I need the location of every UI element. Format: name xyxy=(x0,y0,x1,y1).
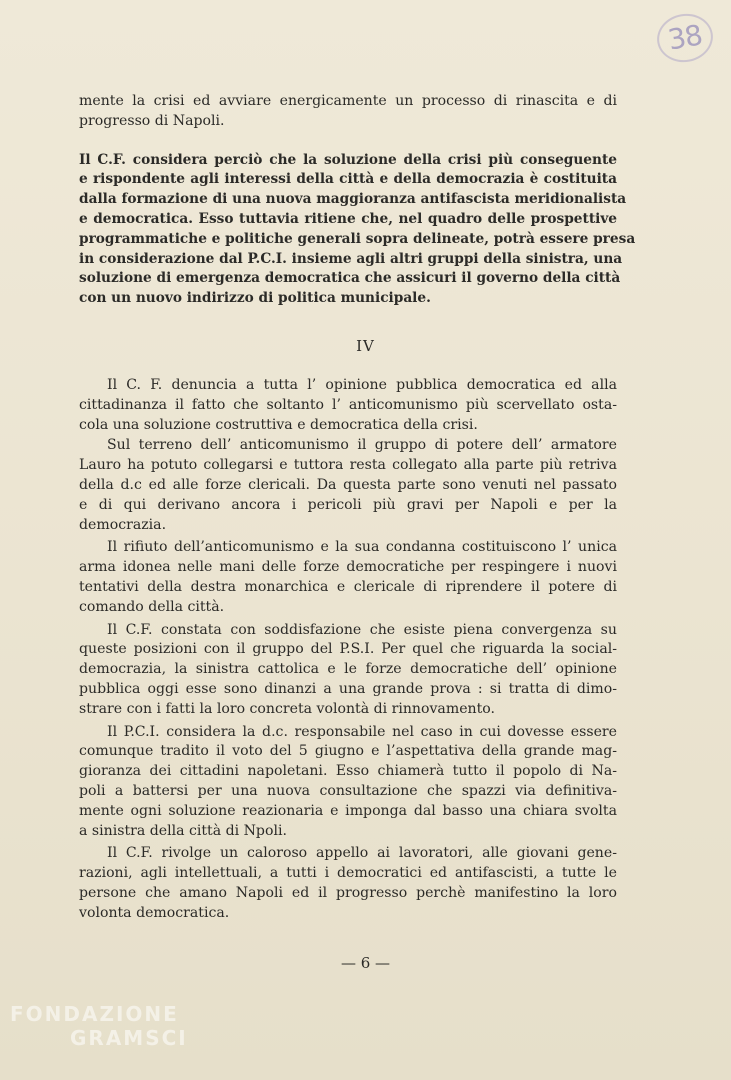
section-iv-text xyxy=(79,376,617,924)
text-line: dalla formazione di una nuova maggioranza antifascista meridionalista xyxy=(79,191,627,208)
page-number-stamp: 38 xyxy=(653,10,716,67)
paragraph xyxy=(79,538,617,617)
text-line: mente la crisi ed avviare energicamente un processo di rinascita e di xyxy=(79,93,617,109)
paragraph-continuation xyxy=(79,92,617,132)
text-line: Il rifiuto dell’anticomunismo e la sua condanna costituiscono l’ unica xyxy=(107,539,617,556)
watermark-line: GRAMSCI xyxy=(70,1026,188,1050)
text-line: progresso di Napoli. xyxy=(79,112,225,129)
text-line: volonta democratica. xyxy=(79,904,230,921)
text-line: programmatiche e politiche generali sopra delineate, potrà essere presa xyxy=(79,230,636,247)
text-line: Il C.F. considera perciò che la soluzione della crisi più conseguente xyxy=(79,151,617,168)
text-line: democrazia. xyxy=(79,516,167,533)
text-line: e rispondente agli interessi della città e della democrazia è costituita xyxy=(79,171,617,188)
text-line: cittadinanza il fatto che soltanto l’ anticomunismo più scervellato osta- xyxy=(79,396,617,413)
archive-watermark xyxy=(10,1002,210,1066)
text-line: gioranza dei cittadini napoletani. Esso chiamerà tutto il popolo di Na- xyxy=(79,763,617,780)
text-line: Lauro ha potuto collegarsi e tuttora resta collegato alla parte più retriva xyxy=(79,457,617,474)
paragraph xyxy=(79,376,617,435)
page-footer-number: — 6 — xyxy=(340,954,391,972)
text-line: poli a battersi per una nuova consultazione che spazzi via definitiva- xyxy=(79,782,617,799)
text-line: tentativi della destra monarchica e clericale di riprendere il potere di xyxy=(79,578,617,595)
text-line: strare con i fatti la loro concreta volontà di rinnovamento. xyxy=(79,700,495,717)
text-line: Sul terreno dell’ anticomunismo il gruppo di potere dell’ armatore xyxy=(107,437,617,454)
section-heading: IV xyxy=(356,337,375,355)
paragraph xyxy=(79,844,617,923)
paragraph-bold-conclusion xyxy=(79,151,636,309)
text-line: arma idonea nelle mani delle forze democratiche per respingere i nuovi xyxy=(79,559,617,576)
text-line: Il C.F. rivolge un caloroso appello ai lavoratori, alle giovani gene- xyxy=(107,845,617,862)
paragraph xyxy=(79,436,617,535)
text-line: in considerazione dal P.C.I. insieme agli altri gruppi della sinistra, una xyxy=(79,250,623,267)
text-line: democrazia, la sinistra cattolica e le forze democratiche dell’ opinione xyxy=(79,661,617,678)
text-line: Il C.F. constata con soddisfazione che esiste piena convergenza su xyxy=(107,621,617,638)
text-line: e di qui derivano ancora i pericoli più gravi per Napoli e per la xyxy=(79,496,617,513)
text-line: Il C. F. denuncia a tutta l’ opinione pubblica democratica ed alla xyxy=(107,377,617,393)
text-line: pubblica oggi esse sono dinanzi a una grande prova : si tratta di dimo- xyxy=(79,680,617,697)
text-line: mente ogni soluzione reazionaria e imponga dal basso una chiara svolta xyxy=(79,802,617,819)
text-line: comunque tradito il voto del 5 giugno e l’aspettativa della grande mag- xyxy=(79,743,617,760)
text-line: queste posizioni con il gruppo del P.S.I. Per quel che riguarda la social- xyxy=(79,641,617,658)
text-line: a sinistra della città di Npoli. xyxy=(79,822,287,839)
text-line: della d.c ed alle forze clericali. Da questa parte sono venuti nel passato xyxy=(79,476,617,493)
text-line: soluzione di emergenza democratica che assicuri il governo della città xyxy=(79,270,621,287)
text-line: con un nuovo indirizzo di politica municipale. xyxy=(79,290,431,307)
top-text-block xyxy=(79,92,636,309)
text-line: e democratica. Esso tuttavia ritiene che, nel quadro delle prospettive xyxy=(79,210,617,227)
watermark-line: FONDAZIONE xyxy=(10,1002,179,1026)
text-line: persone che amano Napoli ed il progresso perchè manifestino la loro xyxy=(79,884,617,901)
text-line: cola una soluzione costruttiva e democratica della crisi. xyxy=(79,416,478,433)
text-line: Il P.C.I. considera la d.c. responsabile nel caso in cui dovesse essere xyxy=(107,723,617,740)
text-line: comando della città. xyxy=(79,598,225,615)
paragraph xyxy=(79,621,617,720)
paragraph xyxy=(79,723,617,842)
text-line: razioni, agli intellettuali, a tutti i democratici ed antifascisti, a tutte le xyxy=(79,865,617,882)
